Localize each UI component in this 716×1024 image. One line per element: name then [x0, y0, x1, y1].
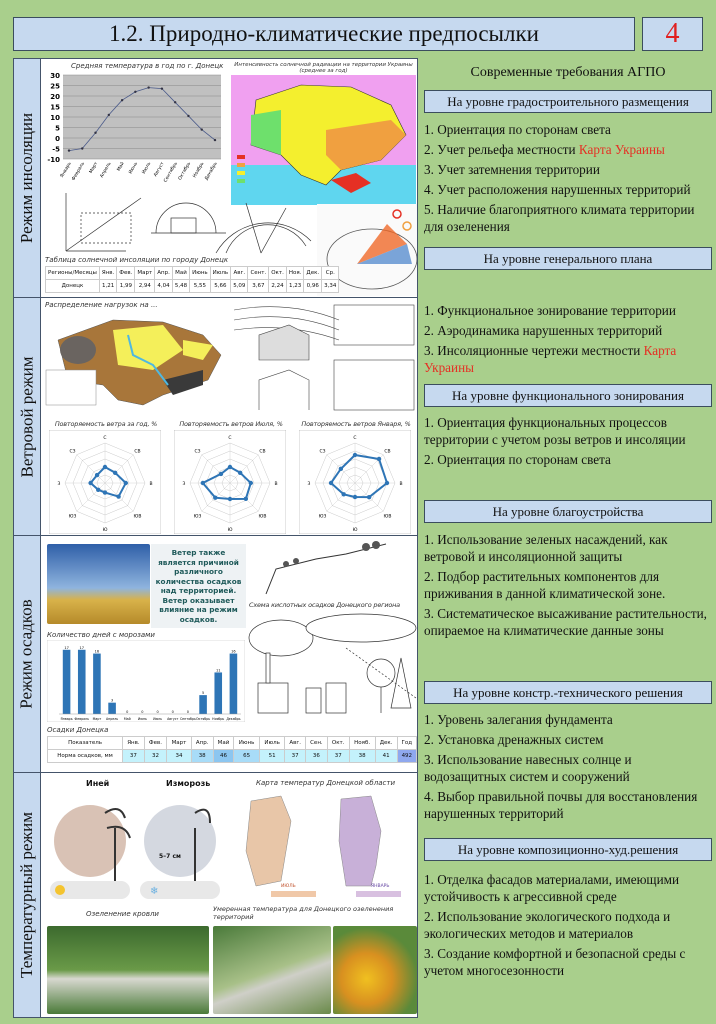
data-point — [367, 495, 371, 499]
requirement-group-header: На уровне композиционно-худ.решения — [424, 838, 712, 861]
data-label: 3 — [110, 698, 114, 703]
requirement-text: 3. Использование навесных солнце и водозащитных систем и сооружений — [424, 752, 632, 784]
data-point — [103, 465, 107, 469]
temp-map-title: Карта температур Донецкой области — [256, 779, 395, 787]
table-cell: Апр. — [191, 737, 213, 750]
table-cell: 5,55 — [190, 280, 211, 293]
map-title: Распределение нагрузок на ... — [45, 301, 158, 309]
requirement-list — [424, 302, 714, 379]
axis-label: ЮВ — [133, 514, 142, 520]
map-link[interactable]: Карта Украины — [578, 142, 665, 157]
data-point — [385, 481, 389, 485]
requirement-item — [424, 788, 714, 822]
data-point — [94, 132, 96, 134]
data-label: 0 — [126, 710, 129, 714]
flower-garden-photo — [333, 926, 417, 1014]
table-cell: Авг. — [231, 267, 248, 280]
y-tick-label: -10 — [47, 156, 60, 164]
frost-days-bar-chart — [47, 640, 245, 722]
requirement-item — [424, 342, 714, 376]
x-tick-label: Март — [92, 717, 102, 721]
axis-label: СВ — [134, 449, 141, 455]
radar-title: Повторяемость ветров Июля, % — [168, 420, 294, 428]
data-point — [219, 472, 223, 476]
table-cell: 5,66 — [210, 280, 231, 293]
map-link[interactable]: Карта Украины — [424, 343, 677, 375]
data-point — [134, 91, 136, 93]
precipitation-table — [47, 736, 417, 763]
axis-label: ЮЗ — [318, 514, 327, 520]
roof-caption: Озеленение кровли — [86, 910, 159, 918]
data-point — [81, 147, 83, 149]
table-cell: Июнь — [234, 737, 260, 750]
axis-label: В — [274, 482, 278, 487]
x-tick-label: Ноябрь — [192, 161, 206, 179]
requirement-group-header: На уровне благоустройства — [424, 500, 712, 523]
sun-table-caption: Таблица солнечной инсоляции по городу Донецк — [45, 256, 229, 264]
wind-rose-chart — [299, 430, 411, 534]
section-wind — [13, 297, 418, 536]
axis-label: В — [149, 482, 153, 487]
requirement-text: 1. Ориентация по сторонам света — [424, 122, 611, 137]
requirement-item — [424, 201, 714, 235]
wind-rose-chart — [174, 430, 286, 534]
data-point — [228, 497, 232, 501]
requirement-text: 1. Ориентация функциональных процессов территории с учетом розы ветров и инсоляции — [424, 415, 686, 447]
section-label-text: Режим инсоляции — [17, 112, 36, 244]
acid-rain-title: Схема кислотных осадков Донецкого региона — [249, 601, 400, 609]
axis-label: З — [182, 482, 186, 487]
requirement-group-header: На уровне констр.-технического решения — [424, 681, 712, 704]
axis-label: Ю — [352, 528, 358, 533]
requirement-text: 1. Уровень залегания фундамента — [424, 712, 613, 727]
green-roof-photo — [47, 926, 209, 1014]
insolation-diagrams — [46, 183, 316, 255]
x-tick-label: Декабрь — [226, 717, 241, 721]
moderate-temp-caption: Умеренная температура для Донецкого озеленения территорий — [213, 905, 394, 921]
data-point — [244, 497, 248, 501]
requirement-item — [424, 531, 714, 565]
axis-label: ЮВ — [383, 514, 392, 520]
x-tick-label: Июль — [153, 717, 163, 721]
chart-title: Количество дней с морозами — [47, 631, 155, 639]
table-cell: Сент. — [248, 267, 269, 280]
table-cell: Дек. — [375, 737, 397, 750]
requirement-item — [424, 451, 714, 468]
x-tick-label: Декабрь — [204, 161, 219, 182]
terrain-section-drawing — [246, 539, 416, 599]
requirement-item — [424, 945, 714, 979]
hoarfrost-label: Иней — [86, 779, 110, 788]
rime-depth: 5–7 см — [159, 853, 181, 860]
data-label: 0 — [186, 710, 190, 714]
requirement-text: 1. Отделка фасадов материалами, имеющими устойчивость к агрессивной среде — [424, 872, 680, 904]
x-tick-label: Сентябрь — [163, 161, 179, 183]
x-tick-label: Апрель — [105, 717, 119, 721]
requirement-text: 3. Создание комфортной и безопасной среды с учетом многосезонности — [424, 946, 686, 978]
section-label — [14, 298, 41, 535]
requirement-list — [424, 531, 714, 642]
data-label: 0 — [141, 710, 144, 714]
table-cell: 37 — [285, 750, 306, 763]
data-label: 17 — [64, 645, 69, 650]
page-title: 1.2. Природно-климатические предпосылки — [13, 17, 635, 51]
y-tick-label: 25 — [50, 82, 60, 91]
map-title: Интенсивность солнечной радиации на территории Украины (среднее за год) — [231, 61, 416, 75]
table-cell: 37 — [123, 750, 145, 763]
table-cell: 3,67 — [248, 280, 269, 293]
table-cell: Регионы/Месяцы — [46, 267, 100, 280]
x-tick-label: Август — [153, 161, 166, 178]
y-tick-label: 20 — [50, 93, 60, 101]
requirement-text: 1. Функциональное зонирование территории — [424, 303, 676, 318]
wind-load-map — [43, 310, 225, 410]
data-point — [214, 139, 216, 141]
section-insolation — [13, 58, 418, 298]
requirement-item — [424, 871, 714, 905]
x-tick-label: Сентябрь — [179, 717, 196, 721]
rime-label: Изморозь — [166, 779, 211, 788]
requirements-heading: Современные требования АГПО — [470, 65, 666, 80]
section-label — [14, 536, 41, 772]
axis-label: З — [57, 482, 61, 487]
table-cell: Апр. — [155, 267, 173, 280]
requirement-text: 4. Учет расположения нарушенных территорий — [424, 182, 691, 197]
x-tick-label: Июнь — [137, 717, 147, 721]
requirement-item — [424, 181, 714, 198]
data-point — [116, 494, 120, 498]
x-tick-label: Май — [123, 717, 131, 721]
requirement-list — [424, 121, 714, 238]
requirement-item — [424, 711, 714, 728]
requirement-group-header: На уровне генерального плана — [424, 247, 712, 270]
axis-label: З — [307, 482, 311, 487]
data-point — [95, 473, 99, 477]
y-tick-label: 30 — [50, 72, 60, 80]
requirement-text: 5. Наличие благоприятного климата территории для озеленения — [424, 202, 695, 234]
requirement-text: 2. Использование экологического подхода и экологических методов и материалов — [424, 909, 671, 941]
data-label: 0 — [171, 710, 174, 714]
table-cell: Ср. — [322, 267, 339, 280]
axis-label: С — [103, 436, 107, 441]
requirement-item — [424, 302, 714, 319]
temperature-line-chart — [41, 71, 226, 183]
axis-label: СЗ — [194, 449, 201, 455]
table-cell: Июль — [210, 267, 231, 280]
axis-label: СВ — [384, 449, 391, 455]
data-point — [341, 492, 345, 496]
table-cell: Ноя. — [286, 267, 304, 280]
requirement-text: 3. Систематическое высаживание растительности, опираемое на климатические данные зоны — [424, 606, 707, 638]
data-point — [174, 101, 176, 103]
table-cell: 41 — [375, 750, 397, 763]
table-cell: Год — [397, 737, 416, 750]
requirement-item — [424, 322, 714, 339]
table-cell: Фев. — [144, 737, 166, 750]
requirement-text: 2. Установка дренажных систем — [424, 732, 604, 747]
table-cell: 36 — [305, 750, 327, 763]
table-cell: Донецк — [46, 280, 100, 293]
x-tick-label: Январь — [59, 161, 73, 179]
data-point — [329, 481, 333, 485]
data-label: 11 — [216, 668, 221, 673]
requirement-text: 2. Учет рельефа местности — [424, 142, 579, 157]
data-label: 16 — [231, 649, 236, 654]
table-cell: 4,04 — [155, 280, 173, 293]
axis-label: С — [228, 436, 232, 441]
data-point — [161, 87, 163, 89]
axis-label: Ю — [102, 528, 108, 533]
table-cell: Янв. — [123, 737, 145, 750]
data-label: 16 — [94, 649, 100, 654]
svg-text:❄: ❄ — [150, 886, 159, 897]
table-cell: Май — [213, 737, 234, 750]
x-tick-label: Январь — [60, 717, 73, 721]
section-label — [14, 59, 41, 297]
y-tick-label: 10 — [50, 114, 60, 122]
data-point — [249, 481, 253, 485]
data-point — [96, 488, 100, 492]
x-tick-label: Июнь — [128, 161, 140, 176]
radar-title: Повторяемость ветров Января, % — [293, 420, 417, 428]
table-cell: 2,94 — [135, 280, 155, 293]
section-label-text: Ветровой режим — [17, 356, 36, 477]
data-point — [103, 490, 107, 494]
requirement-list — [424, 871, 714, 982]
windswept-tree-photo — [47, 544, 150, 624]
table-cell: Июль — [259, 737, 284, 750]
table-cell: 492 — [397, 750, 416, 763]
chart-title: Средняя температура в год по г. Донецк — [71, 62, 224, 70]
axis-label: ЮЗ — [193, 514, 202, 520]
table-cell: Дек. — [304, 267, 322, 280]
table-cell: 65 — [234, 750, 260, 763]
table-cell: Март — [167, 737, 192, 750]
data-label: 17 — [79, 645, 84, 650]
requirement-item — [424, 161, 714, 178]
data-point — [377, 457, 381, 461]
table-cell: 32 — [144, 750, 166, 763]
data-point — [353, 495, 357, 499]
requirement-text: 4. Выбор правильной почвы для восстановления нарушенных территорий — [424, 789, 698, 821]
table-cell: 0,96 — [304, 280, 322, 293]
table-cell: Март — [135, 267, 155, 280]
table-cell: Показатель — [48, 737, 123, 750]
x-tick-label: Август — [167, 717, 179, 721]
table-cell: Сен. — [305, 737, 327, 750]
bar — [108, 703, 116, 714]
table-cell: 1,21 — [99, 280, 116, 293]
requirement-item — [424, 568, 714, 602]
data-point — [238, 471, 242, 475]
x-tick-label: Февраль — [71, 161, 87, 182]
x-tick-label: Май — [116, 161, 126, 173]
table-cell: 34 — [167, 750, 192, 763]
wind-note: Ветер также является причиной различного количества осадков над территорией. Ветер оказывает влияние на режим осадков. — [151, 544, 246, 628]
axis-label: СЗ — [69, 449, 76, 455]
table-cell: 1,99 — [117, 280, 135, 293]
y-tick-label: 15 — [50, 103, 60, 112]
requirement-item — [424, 908, 714, 942]
table-cell: Норма осадков, мм — [48, 750, 123, 763]
table-cell: Авг. — [285, 737, 306, 750]
x-tick-label: Март — [88, 161, 100, 175]
requirement-text: 2. Аэродинамика нарушенных территорий — [424, 323, 663, 338]
requirement-text: 1. Использование зеленых насаждений, как ветровой и инсоляционной защиты — [424, 532, 668, 564]
table-cell: Май — [172, 267, 189, 280]
section-label — [14, 773, 41, 1017]
data-label: 0 — [156, 710, 159, 714]
x-tick-label: Апрель — [99, 161, 113, 179]
axis-label: СВ — [259, 449, 266, 455]
table-cell: 51 — [259, 750, 284, 763]
data-point — [187, 115, 189, 117]
table-cell: Июнь — [190, 267, 211, 280]
requirement-text: 3. Инсоляционные чертежи местности — [424, 343, 644, 358]
precip-table-caption: Осадки Донецка — [47, 726, 109, 734]
table-cell: Окт. — [327, 737, 349, 750]
bar — [214, 672, 222, 714]
table-cell: 38 — [349, 750, 375, 763]
requirement-item — [424, 141, 714, 158]
table-cell: Окт. — [269, 267, 287, 280]
section-temperature — [13, 772, 418, 1018]
data-point — [124, 481, 128, 485]
section-label-text: Температурный режим — [17, 811, 37, 979]
axis-label: ЮВ — [258, 514, 267, 520]
requirement-group-header: На уровне функционального зонирования — [424, 384, 712, 407]
table-cell: Янв. — [99, 267, 116, 280]
data-point — [201, 128, 203, 130]
radar-title: Повторяемость ветра за год, % — [43, 420, 169, 428]
axis-label: Ю — [227, 528, 233, 533]
section-label-text: Режим осадков — [17, 599, 37, 709]
x-tick-label: Октябрь — [177, 161, 193, 182]
data-point — [339, 467, 343, 471]
table-cell: 37 — [327, 750, 349, 763]
page-number: 4 — [642, 17, 703, 51]
requirement-item — [424, 751, 714, 785]
requirement-group-header: На уровне градостроительного размещения — [424, 90, 712, 113]
y-tick-label: -5 — [52, 145, 60, 154]
requirement-text: 2. Ориентация по сторонам света — [424, 452, 611, 467]
data-point — [68, 149, 70, 151]
requirement-list — [424, 711, 714, 825]
data-point — [213, 496, 217, 500]
x-tick-label: Февраль — [74, 717, 89, 721]
requirement-item — [424, 414, 714, 448]
data-point — [228, 465, 232, 469]
table-cell: 3,34 — [322, 280, 339, 293]
y-tick-label: 0 — [55, 135, 60, 143]
axis-label: С — [353, 436, 357, 441]
park-walkway-photo — [213, 926, 331, 1014]
requirement-list — [424, 414, 714, 471]
frost-infographic — [45, 793, 225, 901]
requirement-item — [424, 605, 714, 639]
y-tick-label: 5 — [55, 124, 60, 133]
table-cell: Фев. — [117, 267, 135, 280]
table-cell: 46 — [213, 750, 234, 763]
data-point — [113, 471, 117, 475]
map-july-label: ИЮЛЬ — [281, 884, 296, 889]
building-airflow-drawings — [229, 300, 417, 415]
data-point — [353, 453, 357, 457]
requirement-item — [424, 731, 714, 748]
bar — [93, 654, 101, 714]
wind-rose-chart — [49, 430, 161, 534]
map-january-label: ЯНВАРЬ — [371, 884, 390, 889]
table-cell: 1,23 — [286, 280, 304, 293]
requirement-text: 2. Подбор растительных компонентов для приживания в данной климатической зоне. — [424, 569, 666, 601]
requirement-item — [424, 121, 714, 138]
acid-rain-scheme — [246, 613, 417, 723]
data-point — [108, 114, 110, 116]
section-precipitation — [13, 535, 418, 773]
bar — [199, 695, 207, 714]
bar — [63, 650, 71, 714]
sun-insolation-table — [45, 266, 339, 293]
table-cell: 38 — [191, 750, 213, 763]
x-tick-label: Июль — [141, 161, 153, 175]
table-cell: 2,24 — [269, 280, 287, 293]
data-point — [201, 481, 205, 485]
table-cell: Нояб. — [349, 737, 375, 750]
requirement-text: 3. Учет затемнения территории — [424, 162, 600, 177]
data-label: 5 — [201, 691, 205, 696]
axis-label: В — [399, 482, 403, 487]
x-tick-label: Ноябрь — [212, 717, 225, 721]
bar — [230, 654, 238, 714]
axis-label: СЗ — [319, 449, 326, 455]
x-tick-label: Октябрь — [196, 717, 211, 721]
data-point — [147, 86, 149, 88]
data-point — [88, 481, 92, 485]
table-cell: 5,09 — [231, 280, 248, 293]
data-point — [121, 99, 123, 101]
bar — [78, 650, 86, 714]
table-cell: 5,48 — [172, 280, 189, 293]
axis-label: ЮЗ — [68, 514, 77, 520]
